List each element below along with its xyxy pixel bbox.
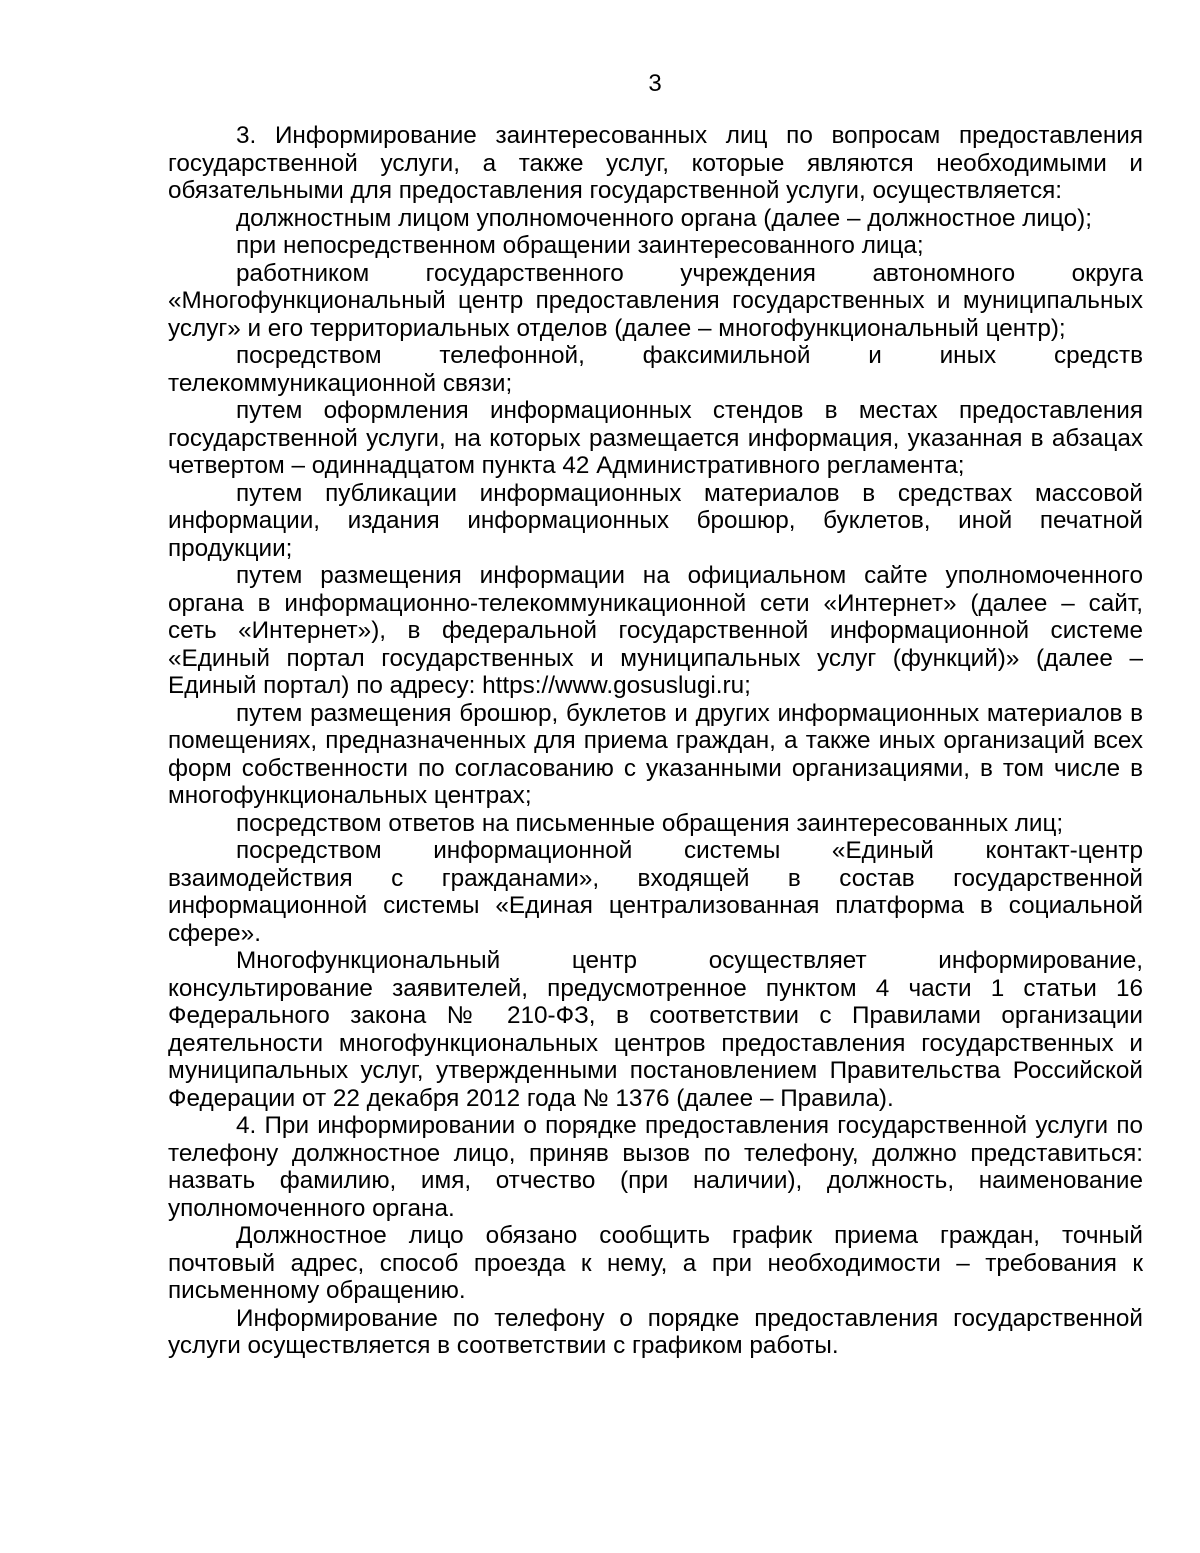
paragraph-item-3-intro: 3. Информирование заинтересованных лиц по вопросам предоставления государственной услуги, а также услуг, которые являются необходимыми и обязательными для предоставления государственной услуги, осуществляется: [168, 122, 1143, 204]
paragraph-brochures: путем размещения брошюр, буклетов и других информационных материалов в помещениях, предназначенных для приема граждан, а также иных организаций всех форм собственности по согласованию с указанными организациями, в том числе в многофункциональных центрах; [168, 699, 1143, 809]
paragraph-info-stands: путем оформления информационных стендов в местах предоставления государственной услуги, на которых размещается информация, указанная в абзацах четвертом – одиннадцатом пункта 42 Административного регламента; [168, 397, 1143, 479]
paragraph-mfc-worker: работником государственного учреждения автономного округа «Многофункциональный центр предоставления государственных и муниципальных услуг» и его территориальных отделов (далее – многофункциональный центр); [168, 259, 1143, 342]
paragraph-official: должностным лицом уполномоченного органа (далее – должностное лицо); [236, 204, 1092, 232]
document-body [168, 122, 1143, 1360]
page-number: 3 [648, 70, 662, 97]
paragraph-website: путем размещения информации на официальном сайте уполномоченного органа в информационно-телекоммуникационной сети «Интернет» (далее – сайт, сеть «Интернет»), в федеральной государственной информационной системе «Единый портал государственных и муниципальных услуг (функций)» (далее – Единый портал) по адресу: https://www.gosuslugi.ru; [168, 562, 1143, 699]
paragraph-phone-schedule: Информирование по телефону о порядке предоставления государственной услуги осуществляется в соответствии с графиком работы. [168, 1304, 1143, 1359]
paragraph-item-4-phone: 4. При информировании о порядке предоставления государственной услуги по телефону должностное лицо, приняв вызов по телефону, должно представиться: назвать фамилию, имя, отчество (при наличии), должность, наименование уполномоченного органа. [168, 1112, 1143, 1222]
paragraph-mfc-consulting: Многофункциональный центр осуществляет информирование, консультирование заявителей, предусмотренное пунктом 4 части 1 статьи 16 Федерального закона № 210-ФЗ, в соответствии с Правилами организации деятельности многофункциональных центров предоставления государственных и муниципальных услуг, утвержденными постановлением Правительства Российской Федерации от 22 декабря 2012 года № 1376 (далее – Правила). [168, 947, 1143, 1112]
paragraph-direct-appeal: при непосредственном обращении заинтересованного лица; [236, 232, 924, 259]
paragraph-official-duties: Должностное лицо обязано сообщить график приема граждан, точный почтовый адрес, способ проезда к нему, а при необходимости – требования к письменному обращению. [168, 1222, 1143, 1304]
paragraph-written-appeals: посредством ответов на письменные обращения заинтересованных лиц; [236, 809, 1064, 837]
paragraph-contact-center: посредством информационной системы «Единый контакт-центр взаимодействия с гражданами», входящей в состав государственной информационной системы «Единая централизованная платформа в социальной сфере». [168, 837, 1143, 947]
paragraph-telecom: посредством телефонной, факсимильной и иных средств телекоммуникационной связи; [168, 342, 1143, 397]
paragraph-mass-media: путем публикации информационных материалов в средствах массовой информации, издания информационных брошюр, буклетов, иной печатной продукции; [168, 479, 1143, 562]
